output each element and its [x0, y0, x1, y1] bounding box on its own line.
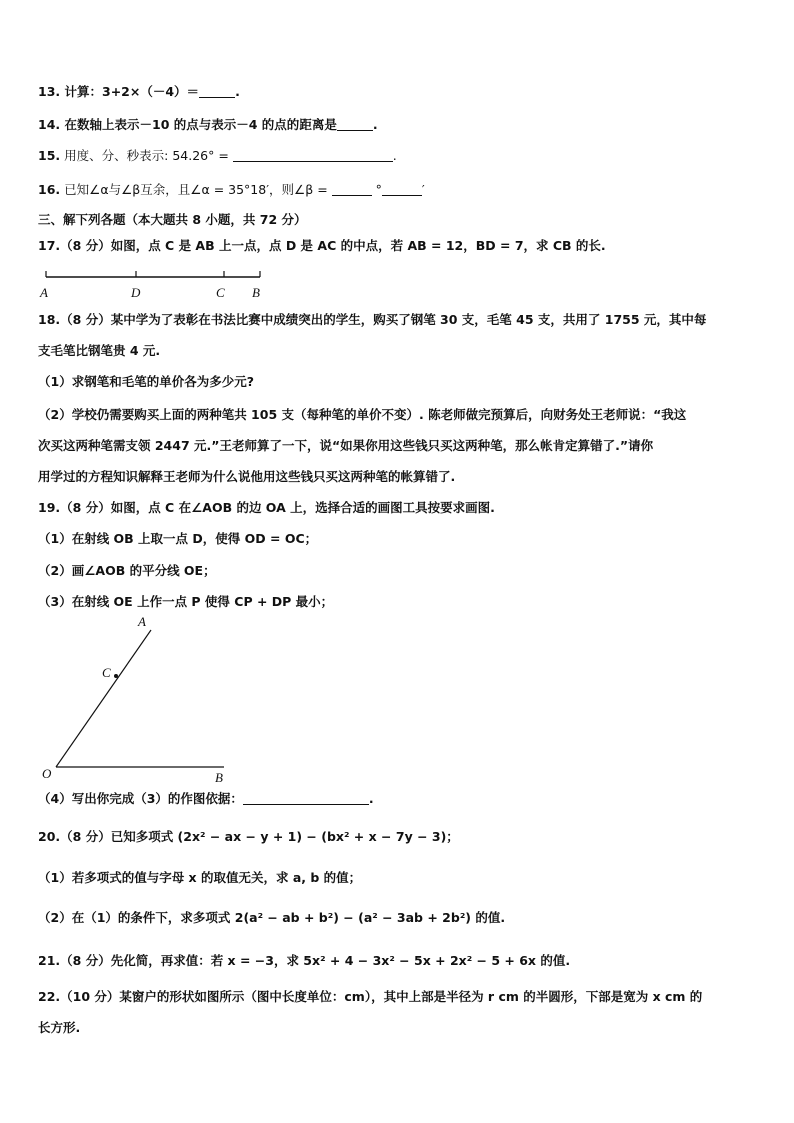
section-heading: 三、解下列各题（本大题共 8 小题，共 72 分）	[38, 212, 307, 227]
q15-num: 15.	[38, 148, 61, 163]
point-label-c: C	[102, 665, 111, 680]
question-19-sub2: （2）画∠AOB 的平分线 OE；	[38, 563, 216, 578]
question-22-line2: 长方形.	[38, 1020, 81, 1035]
point-label-c: C	[216, 285, 225, 300]
point-label-a: A	[40, 285, 48, 300]
point-label-b: B	[215, 770, 223, 785]
question-19-sub3: （3）在射线 OE 上作一点 P 使得 CP + DP 最小；	[38, 594, 334, 609]
answer-blank	[233, 148, 393, 162]
question-19-sub1: （1）在射线 OB 上取一点 D，使得 OD = OC；	[38, 531, 318, 546]
segment-figure	[36, 266, 276, 302]
question-19-sub4: （4）写出你完成（3）的作图依据： .	[38, 791, 374, 806]
angle-figure	[36, 612, 246, 790]
question-18-sub1: （1）求钢笔和毛笔的单价各为多少元?	[38, 374, 254, 389]
q14-text: 14. 在数轴上表示－10 的点与表示－4 的点的距离是	[38, 117, 337, 132]
question-19: 19.（8 分）如图，点 C 在∠AOB 的边 OA 上，选择合适的画图工具按要求画图.	[38, 500, 495, 515]
question-13: 13. 计算：3+2×（－4）＝ .	[38, 84, 240, 99]
answer-blank	[199, 84, 235, 98]
question-18-sub2-line2: 次买这两种笔需支领 2447 元.”王老师算了一下，说“如果你用这些钱只买这两种笔，那么帐肯定算错了.”请你	[38, 438, 654, 453]
point-label-o: O	[42, 766, 52, 781]
answer-blank	[243, 791, 369, 805]
q13-text: 13. 计算：3+2×（－4）＝	[38, 84, 200, 99]
q16-text: 已知∠α与∠β互余，且∠α = 35°18′，则∠β =	[64, 182, 328, 197]
question-18-line2: 支毛笔比钢笔贵 4 元.	[38, 343, 161, 358]
question-14: 14. 在数轴上表示－10 的点与表示－4 的点的距离是 .	[38, 117, 378, 132]
question-20-sub1: （1）若多项式的值与字母 x 的取值无关，求 a, b 的值；	[38, 870, 362, 885]
question-20-sub2: （2）在（1）的条件下，求多项式 2(a² − ab + b²) − (a² − 3ab + 2b²) 的值.	[38, 910, 506, 925]
point-label-a: A	[138, 614, 146, 629]
question-20: 20.（8 分）已知多项式 (2x² − ax − y + 1) − (bx² + x − 7y − 3)；	[38, 829, 459, 844]
question-15: 15. 用度、分、秒表示: 54.26° = .	[38, 148, 397, 163]
point-label-d: D	[131, 285, 141, 300]
question-16: 16. 已知∠α与∠β互余，且∠α = 35°18′，则∠β = ° ′	[38, 182, 425, 197]
point-label-b: B	[252, 285, 260, 300]
question-18-sub2-line3: 用学过的方程知识解释王老师为什么说他用这些钱只买这两种笔的帐算错了.	[38, 469, 456, 484]
answer-blank	[337, 117, 373, 131]
q16-num: 16.	[38, 182, 61, 197]
answer-blank-minutes	[382, 182, 422, 196]
question-17: 17.（8 分）如图，点 C 是 AB 上一点，点 D 是 AC 的中点，若 AB = 12，BD = 7，求 CB 的长.	[38, 238, 606, 253]
question-22-line1: 22.（10 分）某窗户的形状如图所示（图中长度单位：cm），其中上部是半径为 r cm 的半圆形，下部是宽为 x cm 的	[38, 989, 703, 1004]
answer-blank-degrees	[332, 182, 372, 196]
q15-text: 用度、分、秒表示: 54.26° =	[64, 148, 229, 163]
question-18-sub2-line1: （2）学校仍需要购买上面的两种笔共 105 支（每种笔的单价不变）. 陈老师做完预算后，向财务处王老师说：“我这	[38, 407, 687, 422]
question-21: 21.（8 分）先化简，再求值：若 x = −3，求 5x² + 4 − 3x² − 5x + 2x² − 5 + 6x 的值.	[38, 953, 571, 968]
question-18-line1: 18.（8 分）某中学为了表彰在书法比赛中成绩突出的学生，购买了钢笔 30 支，毛笔 45 支，共用了 1755 元，其中每	[38, 312, 707, 327]
